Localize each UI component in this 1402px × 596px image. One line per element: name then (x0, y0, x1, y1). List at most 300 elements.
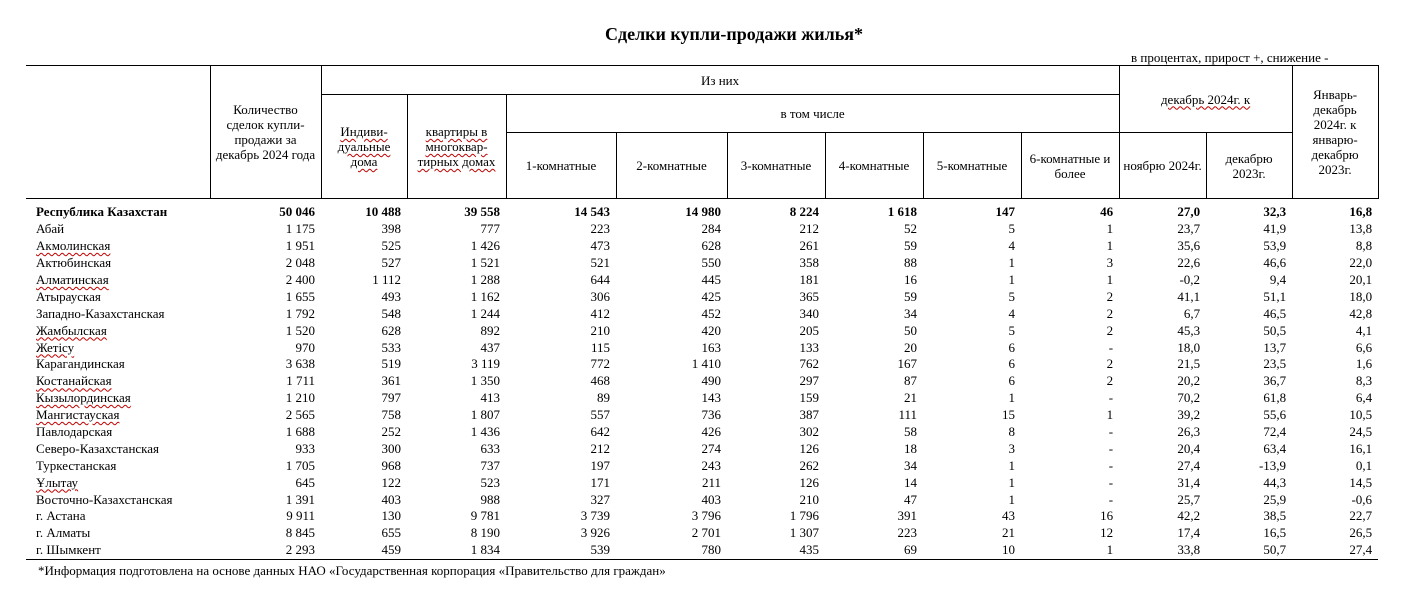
apartments-cell: 633 (480, 440, 500, 456)
vs-nov-cell: 27,4 (1177, 457, 1201, 473)
jan-dec-header: Январь-декабрь 2024г. к январю-декабрю 2023г. (1292, 66, 1378, 199)
region-header (26, 66, 210, 199)
vs-dec-cell: 44,3 (1263, 474, 1287, 490)
rooms-5-cell: 10 (923, 542, 1021, 559)
rooms-4-cell: 16 (904, 272, 917, 287)
rooms-5-cell: 15 (1002, 407, 1015, 423)
table-body (26, 199, 1378, 560)
vs-dec-cell: 51,1 (1263, 288, 1287, 304)
rooms-1-cell: 557 (590, 407, 610, 423)
vs-nov-cell: 35,6 (1177, 238, 1201, 254)
rooms-5-cell: 5 (1008, 288, 1015, 304)
individual-cell: 797 (381, 390, 401, 406)
apartments-cell: 1 436 (470, 424, 500, 440)
table-row (26, 508, 1378, 525)
year-cell: 42,8 (1349, 305, 1373, 321)
region-cell: Актюбинская (36, 255, 112, 271)
rooms-3-cell: 8 224 (789, 204, 819, 220)
rooms-1-cell: 521 (590, 255, 610, 271)
table-row (26, 322, 1378, 339)
vs-nov-cell: 6,7 (1183, 305, 1201, 321)
total-cell: 9 911 (286, 508, 315, 524)
rooms-6-cell: 12 (1100, 525, 1114, 541)
table-row (26, 424, 1378, 441)
table-row (26, 221, 1378, 238)
rooms-2-cell: 163 (701, 339, 721, 355)
rooms-6-cell: 2 (1106, 322, 1114, 338)
year-cell: 14,5 (1349, 474, 1373, 490)
year-cell: 20,1 (1349, 272, 1373, 287)
rooms-6-cell: - (1108, 491, 1114, 507)
rooms-2-header: 2-комнатные (616, 133, 727, 199)
rooms-1-cell: 115 (590, 339, 610, 355)
rooms-4-cell: 34 (904, 457, 917, 473)
rooms-4-cell: 52 (904, 221, 917, 237)
region-cell: Мангистауская (36, 407, 120, 423)
year-cell: 10,5 (1349, 407, 1373, 423)
rooms-6-cell: 2 (1106, 356, 1114, 372)
rooms-4-header: 4-комнатные (825, 133, 923, 199)
rooms-2-cell: 284 (701, 221, 721, 237)
rooms-1-cell: 306 (590, 288, 610, 304)
rooms-6-cell: 2 (1106, 288, 1114, 304)
individual-cell: 10 488 (365, 204, 401, 220)
total-cell: 933 (295, 440, 315, 456)
vs-nov-cell: 20,4 (1177, 440, 1201, 456)
rooms-3-cell: 212 (799, 221, 819, 237)
region-cell: Акмолинская (36, 238, 111, 254)
individual-cell: 655 (381, 525, 401, 541)
rooms-2-cell: 14 980 (685, 204, 721, 220)
rooms-2-cell: 2 701 (691, 525, 721, 541)
total-cell: 1 792 (285, 305, 315, 321)
rooms-5-cell: 1 (1008, 491, 1015, 507)
region-cell: г. Шымкент (26, 542, 210, 559)
table-row (26, 390, 1378, 407)
rooms-2-cell: 780 (616, 542, 727, 559)
total-cell: 1 951 (285, 238, 315, 254)
including-header: в том числе (506, 95, 1119, 133)
vs-nov-cell: 18,0 (1177, 339, 1201, 355)
apartments-cell: 413 (480, 390, 500, 406)
rooms-3-cell: 262 (799, 457, 819, 473)
individual-houses-header: Индиви-дуальные дома (321, 95, 407, 199)
vs-dec-cell: 55,6 (1263, 407, 1287, 423)
rooms-5-cell: 1 (1008, 390, 1015, 406)
individual-cell: 252 (381, 424, 401, 440)
individual-cell: 122 (381, 474, 401, 490)
rooms-5-cell: 6 (1008, 373, 1015, 389)
rooms-2-cell: 403 (701, 491, 721, 507)
region-cell: Павлодарская (36, 424, 113, 440)
rooms-5-cell: 1 (1008, 272, 1015, 287)
vs-dec-cell: 50,5 (1263, 322, 1287, 338)
total-cell: 1 520 (285, 322, 315, 338)
rooms-5-cell: 1 (1008, 474, 1015, 490)
apartments-cell: 437 (480, 339, 500, 355)
rooms-4-cell: 111 (898, 407, 917, 423)
rooms-1-cell: 3 739 (580, 508, 610, 524)
rooms-3-cell: 340 (799, 305, 819, 321)
rooms-5-cell: 1 (1008, 255, 1015, 271)
total-cell: 2 293 (210, 542, 321, 559)
region-cell: Атырауская (36, 288, 101, 304)
rooms-1-cell: 210 (590, 322, 610, 338)
individual-cell: 398 (381, 221, 401, 237)
vs-dec-cell: 13,7 (1263, 339, 1287, 355)
table-row (26, 525, 1378, 542)
rooms-3-cell: 1 796 (789, 508, 819, 524)
region-cell: г. Астана (36, 508, 86, 524)
rooms-6-header: 6-комнатные и более (1021, 133, 1119, 199)
units-note: в процентах, прирост +, снижение - (1131, 50, 1329, 65)
individual-cell: 519 (381, 356, 401, 372)
region-cell: Кызылординская (36, 390, 131, 406)
rooms-1-cell: 772 (590, 356, 610, 372)
individual-cell: 527 (381, 255, 401, 271)
table-row (26, 407, 1378, 424)
rooms-4-cell: 47 (904, 491, 917, 507)
total-cell: 2 048 (285, 255, 315, 271)
vs-dec-cell: 46,6 (1263, 255, 1287, 271)
apartments-cell: 1 834 (407, 542, 506, 559)
rooms-6-cell: 1 (1106, 272, 1114, 287)
year-cell: 13,8 (1349, 221, 1373, 237)
apartments-cell: 39 558 (464, 204, 500, 220)
year-cell: 8,3 (1355, 373, 1373, 389)
rooms-6-cell: - (1108, 424, 1114, 440)
rooms-4-cell: 20 (904, 339, 917, 355)
rooms-5-cell: 147 (995, 204, 1015, 220)
region-cell: Западно-Казахстанская (36, 305, 165, 321)
apartments-cell: 988 (480, 491, 500, 507)
apartments-cell: 1 426 (470, 238, 500, 254)
region-cell: Республика Казахстан (36, 204, 168, 220)
rooms-5-cell: 6 (1008, 356, 1015, 372)
count-header: Количество сделок купли-продажи за декабрь 2024 года (210, 66, 321, 199)
vs-nov-cell: 45,3 (1177, 322, 1201, 338)
rooms-3-cell: 159 (799, 390, 819, 406)
rooms-6-cell: 16 (1100, 508, 1114, 524)
individual-cell: 628 (381, 322, 401, 338)
vs-dec-cell: 61,8 (1263, 390, 1287, 406)
rooms-2-cell: 426 (701, 424, 721, 440)
year-cell: 22,0 (1349, 255, 1373, 271)
total-cell: 1 711 (286, 373, 315, 389)
vs-nov-cell: 17,4 (1177, 525, 1201, 541)
rooms-1-cell: 644 (590, 272, 610, 287)
region-cell: Жетісу (36, 339, 75, 355)
of-them-header: Из них (321, 66, 1119, 95)
vs-dec-cell: 25,9 (1263, 491, 1287, 507)
rooms-6-cell: - (1108, 339, 1114, 355)
individual-cell: 548 (381, 305, 401, 321)
rooms-3-cell: 205 (799, 322, 819, 338)
vs-nov-cell: 21,5 (1177, 356, 1201, 372)
vs-dec-header: декабрю 2023г. (1206, 133, 1292, 199)
individual-cell: 403 (381, 491, 401, 507)
vs-nov-cell: -0,2 (1179, 272, 1201, 287)
year-cell: 8,8 (1355, 238, 1373, 254)
apartments-cell: 3 119 (471, 356, 500, 372)
rooms-6-cell: 3 (1106, 255, 1114, 271)
rooms-2-cell: 274 (701, 440, 721, 456)
page-title: Сделки купли-продажи жилья* (604, 24, 864, 44)
rooms-2-cell: 211 (701, 474, 721, 490)
vs-nov-cell: 25,7 (1177, 491, 1201, 507)
total-cell: 1 688 (285, 424, 315, 440)
apartments-cell: 1 244 (470, 305, 500, 321)
housing-deals-table (26, 65, 1379, 560)
vs-nov-cell: 22,6 (1177, 255, 1201, 271)
rooms-4-cell: 50 (904, 322, 917, 338)
rooms-2-cell: 243 (701, 457, 721, 473)
table-row (26, 238, 1378, 255)
individual-cell: 130 (381, 508, 401, 524)
apartments-cell: 1 807 (470, 407, 500, 423)
rooms-3-cell: 302 (799, 424, 819, 440)
table-row (26, 440, 1378, 457)
rooms-1-cell: 3 926 (580, 525, 610, 541)
apartments-cell: 777 (480, 221, 500, 237)
table-row (26, 255, 1378, 272)
rooms-1-cell: 197 (590, 457, 610, 473)
table-row (26, 288, 1378, 305)
individual-cell: 533 (381, 339, 401, 355)
table-row (26, 491, 1378, 508)
rooms-3-cell: 365 (799, 288, 819, 304)
rooms-4-cell: 88 (904, 255, 917, 271)
rooms-1-header: 1-комнатные (506, 133, 616, 199)
footnote: *Информация подготовлена на основе данных НАО «Государственная корпорация «Правительство для граждан» (38, 563, 666, 578)
individual-cell: 1 112 (372, 272, 401, 287)
rooms-5-cell: 8 (1008, 424, 1015, 440)
rooms-5-cell: 5 (1008, 221, 1015, 237)
year-cell: 24,5 (1349, 424, 1373, 440)
rooms-2-cell: 736 (701, 407, 721, 423)
table-row (26, 305, 1378, 322)
total-cell: 2 400 (285, 272, 315, 287)
rooms-2-cell: 452 (701, 305, 721, 321)
rooms-3-cell: 126 (799, 440, 819, 456)
year-cell: -0,6 (1351, 491, 1373, 507)
rooms-3-cell: 133 (799, 339, 819, 355)
rooms-4-cell: 18 (904, 440, 917, 456)
individual-cell: 361 (381, 373, 401, 389)
table-row (26, 373, 1378, 390)
rooms-5-cell: 43 (1002, 508, 1015, 524)
table-row (26, 356, 1378, 373)
rooms-1-cell: 327 (590, 491, 610, 507)
rooms-1-cell: 642 (590, 424, 610, 440)
year-cell: 6,4 (1355, 390, 1373, 406)
rooms-1-cell: 223 (590, 221, 610, 237)
vs-nov-cell: 39,2 (1177, 407, 1201, 423)
region-cell: Абай (36, 221, 65, 237)
rooms-3-cell: 387 (799, 407, 819, 423)
rooms-4-cell: 14 (904, 474, 917, 490)
region-cell: Костанайская (36, 373, 112, 389)
rooms-6-cell: - (1108, 474, 1114, 490)
individual-cell: 459 (321, 542, 407, 559)
table-row (26, 542, 1378, 559)
apartments-cell: 737 (480, 457, 500, 473)
rooms-1-cell: 468 (590, 373, 610, 389)
region-cell: Жамбылская (36, 322, 107, 338)
table-row-total (26, 204, 1378, 221)
rooms-2-cell: 425 (701, 288, 721, 304)
rooms-1-cell: 14 543 (574, 204, 610, 220)
rooms-4-cell: 87 (904, 373, 917, 389)
year-cell: 16,8 (1349, 204, 1373, 220)
total-cell: 1 655 (285, 288, 315, 304)
vs-dec-cell: 32,3 (1263, 204, 1287, 220)
year-cell: 27,4 (1292, 542, 1378, 559)
rooms-6-cell: 1 (1106, 407, 1114, 423)
vs-dec-cell: 50,7 (1206, 542, 1292, 559)
year-cell: 18,0 (1349, 288, 1373, 304)
apartments-cell: 523 (480, 474, 500, 490)
rooms-3-cell: 358 (799, 255, 819, 271)
rooms-1-cell: 473 (590, 238, 610, 254)
rooms-2-cell: 490 (701, 373, 721, 389)
rooms-6-cell: 1 (1021, 542, 1119, 559)
rooms-2-cell: 1 410 (691, 356, 721, 372)
rooms-4-cell: 58 (904, 424, 917, 440)
rooms-3-cell: 435 (727, 542, 825, 559)
rooms-2-cell: 628 (701, 238, 721, 254)
region-cell: Карагандинская (36, 356, 125, 372)
rooms-3-cell: 126 (799, 474, 819, 490)
apartments-cell: 8 190 (470, 525, 500, 541)
total-cell: 1 705 (285, 457, 315, 473)
year-cell: 6,6 (1355, 339, 1373, 355)
rooms-6-cell: - (1108, 390, 1114, 406)
rooms-3-header: 3-комнатные (727, 133, 825, 199)
vs-nov-cell: 70,2 (1177, 390, 1201, 406)
individual-cell: 968 (381, 457, 401, 473)
table-row (26, 272, 1378, 289)
region-cell: Ұлытау (36, 474, 79, 490)
vs-nov-cell: 31,4 (1177, 474, 1201, 490)
rooms-4-cell: 1 618 (887, 204, 917, 220)
total-cell: 1 175 (285, 221, 315, 237)
rooms-4-cell: 69 (825, 542, 923, 559)
region-cell: Туркестанская (36, 457, 117, 473)
rooms-5-cell: 5 (1008, 322, 1015, 338)
vs-dec-cell: 9,4 (1269, 272, 1287, 287)
total-cell: 3 638 (285, 356, 315, 372)
rooms-5-header: 5-комнатные (923, 133, 1021, 199)
vs-dec-cell: -13,9 (1258, 457, 1287, 473)
rooms-2-cell: 420 (701, 322, 721, 338)
rooms-5-cell: 4 (1008, 305, 1015, 321)
rooms-3-cell: 261 (799, 238, 819, 254)
individual-cell: 493 (381, 288, 401, 304)
rooms-3-cell: 210 (799, 491, 819, 507)
total-cell: 1 391 (285, 491, 315, 507)
region-cell: г. Алматы (36, 525, 91, 541)
year-cell: 26,5 (1349, 525, 1373, 541)
region-cell: Алматинская (36, 272, 109, 287)
apartments-cell: 892 (480, 322, 500, 338)
apartments-cell: 9 781 (470, 508, 500, 524)
vs-nov-cell: 42,2 (1177, 508, 1201, 524)
rooms-4-cell: 59 (904, 288, 917, 304)
region-cell: Северо-Казахстанская (36, 440, 160, 456)
rooms-1-cell: 89 (597, 390, 610, 406)
year-cell: 0,1 (1355, 457, 1373, 473)
apartments-cell: 1 162 (470, 288, 500, 304)
apartments-cell: 1 288 (470, 272, 500, 287)
vs-dec-cell: 46,5 (1263, 305, 1287, 321)
vs-dec-cell: 41,9 (1263, 221, 1287, 237)
rooms-4-cell: 59 (904, 238, 917, 254)
vs-dec-cell: 36,7 (1263, 373, 1287, 389)
vs-dec-cell: 38,5 (1263, 508, 1287, 524)
rooms-3-cell: 762 (799, 356, 819, 372)
rooms-6-cell: 1 (1106, 221, 1114, 237)
apartments-header: квартиры в многоквар-тирных домах (407, 95, 506, 199)
rooms-3-cell: 1 307 (789, 525, 819, 541)
rooms-5-cell: 3 (1008, 440, 1015, 456)
rooms-1-cell: 539 (506, 542, 616, 559)
rooms-3-cell: 297 (799, 373, 819, 389)
rooms-4-cell: 391 (897, 508, 917, 524)
apartments-cell: 1 350 (470, 373, 500, 389)
total-cell: 970 (295, 339, 315, 355)
rooms-6-cell: 2 (1106, 305, 1114, 321)
total-cell: 50 046 (279, 204, 315, 220)
table-row (26, 474, 1378, 491)
rooms-1-cell: 171 (590, 474, 610, 490)
total-cell: 1 210 (285, 390, 315, 406)
rooms-4-cell: 223 (897, 525, 917, 541)
rooms-5-cell: 6 (1008, 339, 1015, 355)
year-cell: 22,7 (1349, 508, 1373, 524)
rooms-2-cell: 3 796 (691, 508, 721, 524)
vs-nov-cell: 41,1 (1177, 288, 1201, 304)
table-row (26, 457, 1378, 474)
rooms-5-cell: 21 (1002, 525, 1015, 541)
apartments-cell: 1 521 (470, 255, 500, 271)
rooms-4-cell: 21 (904, 390, 917, 406)
rooms-1-cell: 212 (590, 440, 610, 456)
rooms-1-cell: 412 (590, 305, 610, 321)
vs-dec-cell: 53,9 (1263, 238, 1287, 254)
vs-nov-header: ноябрю 2024г. (1119, 133, 1206, 199)
total-cell: 8 845 (285, 525, 315, 541)
rooms-6-cell: 2 (1106, 373, 1114, 389)
total-cell: 2 565 (285, 407, 315, 423)
rooms-2-cell: 143 (701, 390, 721, 406)
rooms-6-cell: - (1108, 457, 1114, 473)
rooms-5-cell: 1 (1008, 457, 1015, 473)
region-cell: Восточно-Казахстанская (36, 491, 173, 507)
vs-dec-cell: 23,5 (1263, 356, 1287, 372)
vs-dec-cell: 63,4 (1263, 440, 1287, 456)
year-cell: 1,6 (1355, 356, 1373, 372)
vs-nov-cell: 20,2 (1177, 373, 1201, 389)
rooms-2-cell: 445 (701, 272, 721, 287)
individual-cell: 525 (381, 238, 401, 254)
rooms-4-cell: 167 (897, 356, 917, 372)
vs-nov-cell: 23,7 (1177, 221, 1201, 237)
vs-dec-cell: 72,4 (1263, 424, 1287, 440)
vs-nov-cell: 33,8 (1119, 542, 1206, 559)
rooms-6-cell: 1 (1106, 238, 1114, 254)
rooms-5-cell: 4 (1008, 238, 1015, 254)
